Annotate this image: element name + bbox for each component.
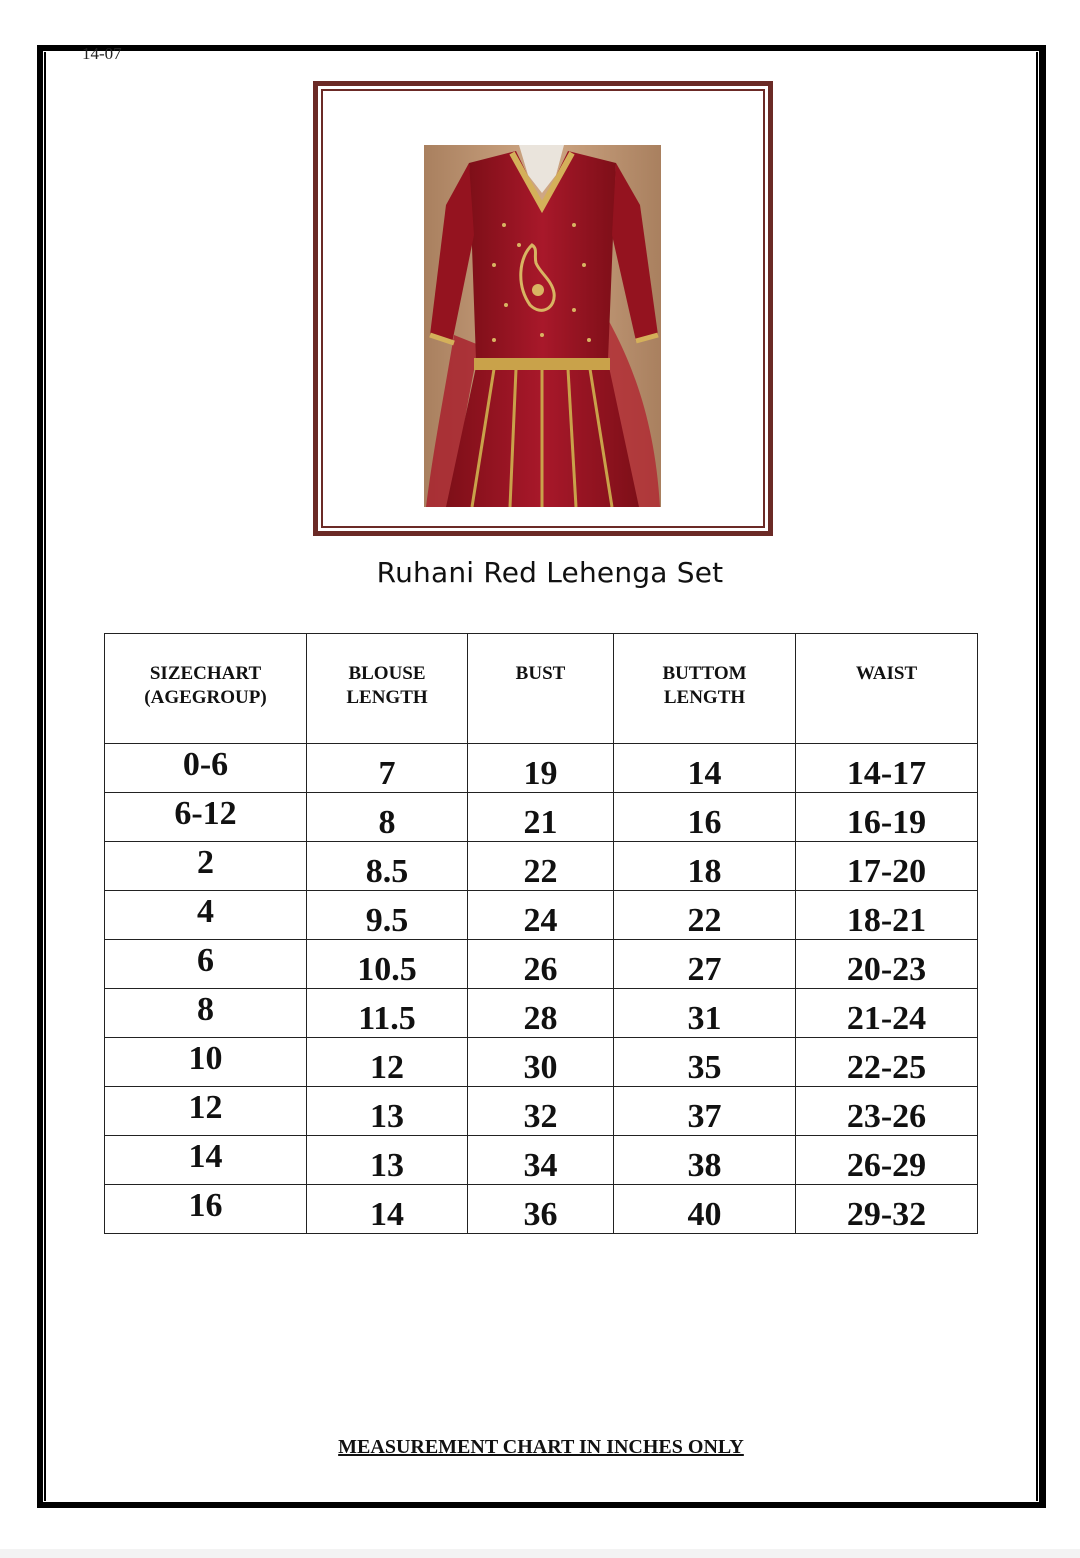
blouse-length-cell: 13 (307, 1136, 468, 1185)
buttom-length-cell: 18 (614, 842, 796, 891)
header-bust: BUST (468, 634, 614, 744)
bust-cell: 19 (468, 744, 614, 793)
size-cell: 6 (105, 940, 307, 989)
buttom-length-cell: 38 (614, 1136, 796, 1185)
buttom-length-cell: 16 (614, 793, 796, 842)
buttom-length-cell: 27 (614, 940, 796, 989)
waist-cell: 17-20 (796, 842, 978, 891)
table-row (105, 793, 978, 842)
header-buttom-length: BUTTOM LENGTH (614, 634, 796, 744)
bust-cell: 26 (468, 940, 614, 989)
size-cell: 4 (105, 891, 307, 940)
measurement-note: MEASUREMENT CHART IN INCHES ONLY (338, 1436, 744, 1458)
buttom-length-cell: 31 (614, 989, 796, 1038)
blouse-length-cell: 14 (307, 1185, 468, 1234)
buttom-length-cell: 22 (614, 891, 796, 940)
size-cell: 0-6 (105, 744, 307, 793)
table-row (105, 842, 978, 891)
product-title: Ruhani Red Lehenga Set (376, 556, 724, 589)
table-row (105, 1185, 978, 1234)
size-cell: 12 (105, 1087, 307, 1136)
table-row (105, 989, 978, 1038)
table-row (105, 1038, 978, 1087)
header-waist: WAIST (796, 634, 978, 744)
size-cell: 16 (105, 1185, 307, 1234)
bust-cell: 34 (468, 1136, 614, 1185)
header-sizechart: SIZECHART (AGEGROUP) (105, 634, 307, 744)
size-cell: 2 (105, 842, 307, 891)
table-row (105, 1087, 978, 1136)
bust-cell: 30 (468, 1038, 614, 1087)
table-row (105, 891, 978, 940)
buttom-length-cell: 37 (614, 1087, 796, 1136)
blouse-length-cell: 8 (307, 793, 468, 842)
size-cell: 10 (105, 1038, 307, 1087)
blouse-length-cell: 11.5 (307, 989, 468, 1038)
waist-cell: 29-32 (796, 1185, 978, 1234)
buttom-length-cell: 40 (614, 1185, 796, 1234)
buttom-length-cell: 35 (614, 1038, 796, 1087)
red-lehenga-mannequin-photo (424, 145, 661, 507)
waist-cell: 26-29 (796, 1136, 978, 1185)
waist-cell: 22-25 (796, 1038, 978, 1087)
blouse-length-cell: 12 (307, 1038, 468, 1087)
table-row (105, 940, 978, 989)
bust-cell: 36 (468, 1185, 614, 1234)
waist-cell: 21-24 (796, 989, 978, 1038)
size-cell: 14 (105, 1136, 307, 1185)
blouse-length-cell: 9.5 (307, 891, 468, 940)
bust-cell: 28 (468, 989, 614, 1038)
table-row (105, 1136, 978, 1185)
blouse-length-cell: 13 (307, 1087, 468, 1136)
size-chart-header-row (105, 634, 978, 744)
document-code: 14-07 (82, 44, 122, 63)
buttom-length-cell: 14 (614, 744, 796, 793)
bust-cell: 24 (468, 891, 614, 940)
size-cell: 6-12 (105, 793, 307, 842)
bust-cell: 32 (468, 1087, 614, 1136)
blouse-length-cell: 10.5 (307, 940, 468, 989)
size-cell: 8 (105, 989, 307, 1038)
size-chart-table (104, 633, 978, 1234)
blouse-length-cell: 8.5 (307, 842, 468, 891)
waist-cell: 16-19 (796, 793, 978, 842)
header-blouse-length: BLOUSE LENGTH (307, 634, 468, 744)
table-row (105, 744, 978, 793)
waist-cell: 18-21 (796, 891, 978, 940)
bust-cell: 21 (468, 793, 614, 842)
waist-cell: 20-23 (796, 940, 978, 989)
waist-cell: 23-26 (796, 1087, 978, 1136)
bottom-strip (0, 1549, 1080, 1558)
waist-cell: 14-17 (796, 744, 978, 793)
bust-cell: 22 (468, 842, 614, 891)
blouse-length-cell: 7 (307, 744, 468, 793)
